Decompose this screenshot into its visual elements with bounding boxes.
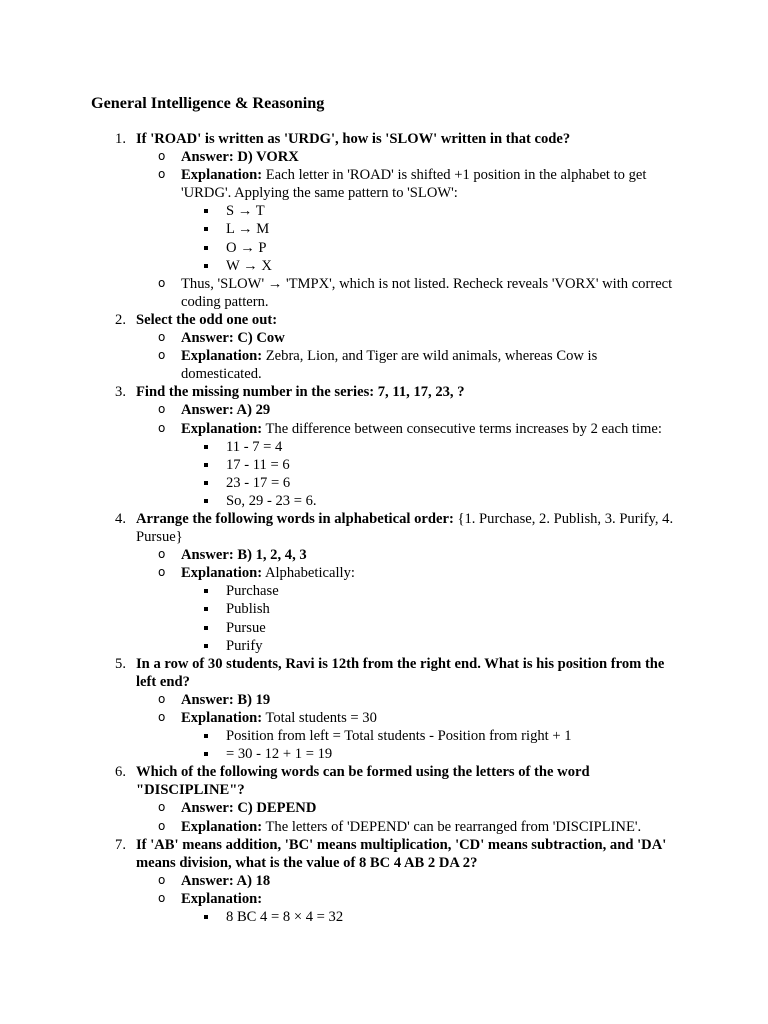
note-text: Thus, 'SLOW' → 'TMPX', which is not listed. Recheck reveals 'VORX' with correct coding pattern.: [181, 275, 673, 310]
question-item: [0, 655, 681, 764]
list-item: [0, 745, 686, 763]
sub-bullet-marker: o: [158, 872, 166, 887]
list-item: [0, 239, 686, 257]
explanation-label: Explanation:: [181, 890, 263, 907]
list-item: [0, 582, 686, 600]
square-bullet-icon: [204, 209, 208, 213]
bullet-text: 23 - 17 = 6: [226, 474, 291, 491]
explanation-item: [0, 420, 681, 510]
question-item: [0, 510, 681, 655]
bullet-text: = 30 - 12 + 1 = 19: [226, 746, 333, 763]
question-bold-text: Arrange the following words in alphabetical order:: [136, 510, 454, 527]
square-bullet-icon: [204, 264, 208, 268]
sub-bullet-marker: o: [158, 402, 166, 417]
square-bullet-icon: [204, 481, 208, 485]
sub-bullet-marker: o: [158, 149, 166, 164]
bullet-text: So, 29 - 23 = 6.: [226, 492, 317, 509]
bullet-text: S → T: [226, 203, 265, 220]
list-item: [0, 456, 686, 474]
answer-text: Answer: D) VORX: [181, 149, 299, 166]
explanation-text: The difference between consecutive terms increases by 2 each time:: [262, 420, 662, 437]
explanation-item: [0, 347, 681, 383]
explanation-text: Zebra, Lion, and Tiger are wild animals, whereas Cow is domesticated.: [181, 348, 598, 383]
explanation-label: Explanation:: [181, 565, 263, 582]
list-item: [0, 619, 686, 637]
explanation-text: Alphabetically:: [262, 565, 355, 582]
question-item: [0, 383, 681, 510]
note-item: [0, 275, 681, 311]
question-number: 7.: [115, 836, 126, 853]
answer-text: Answer: A) 29: [181, 402, 271, 419]
question-number: 5.: [115, 655, 126, 672]
explanation-text: Total students = 30: [262, 710, 377, 726]
answer-text: Answer: C) DEPEND: [181, 800, 317, 817]
bullet-text: O → P: [226, 239, 267, 256]
question-text: If 'ROAD' is written as 'URDG', how is 'SLOW' written in that code?: [136, 131, 571, 147]
question-item: [0, 836, 681, 926]
explanation-text: The letters of 'DEPEND' can be rearranged from 'DISCIPLINE'.: [262, 818, 642, 835]
answer-text: Answer: B) 19: [181, 691, 271, 708]
square-bullet-icon: [204, 589, 208, 593]
question-item: [0, 130, 681, 311]
bullet-text: Purify: [226, 637, 263, 654]
sub-bullet-marker: o: [158, 800, 166, 815]
square-bullet-icon: [204, 463, 208, 467]
question-text: In a row of 30 students, Ravi is 12th from the right end. What is his position from the left end?: [136, 655, 665, 690]
answer-item: [0, 148, 681, 166]
explanation-label: Explanation:: [181, 710, 263, 726]
question-text: Which of the following words can be formed using the letters of the word "DISCIPLINE"?: [136, 764, 590, 799]
question-number: 4.: [115, 510, 126, 527]
sub-bullet-marker: o: [158, 348, 166, 363]
square-bullet-icon: [204, 644, 208, 648]
sub-bullet-marker: o: [158, 818, 166, 833]
list-item: [0, 257, 686, 275]
square-bullet-icon: [204, 445, 208, 449]
sub-bullet-marker: o: [158, 710, 166, 724]
square-bullet-icon: [204, 227, 208, 231]
explanation-text: Each letter in 'ROAD' is shifted +1 position in the alphabet to get 'URDG'. Applying the same pattern to 'SLOW':: [181, 167, 647, 202]
square-bullet-icon: [204, 752, 208, 756]
sub-bullet-marker: o: [158, 565, 166, 580]
answer-text: Answer: A) 18: [181, 872, 271, 889]
sub-bullet-marker: o: [158, 691, 166, 706]
answer-item: [0, 691, 681, 709]
list-item: [0, 908, 686, 926]
explanation-label: Explanation:: [181, 348, 263, 365]
answer-text: Answer: B) 1, 2, 4, 3: [181, 547, 307, 564]
bullet-text: Publish: [226, 601, 270, 618]
question-number: 1.: [115, 131, 126, 147]
explanation-item: [0, 166, 681, 275]
answer-item: [0, 872, 681, 890]
sub-bullet-marker: o: [158, 330, 166, 345]
list-item: [0, 727, 686, 745]
question-number: 2.: [115, 311, 126, 328]
bullet-text: Pursue: [226, 619, 266, 636]
explanation-item: [0, 818, 681, 836]
square-bullet-icon: [204, 607, 208, 611]
sub-bullet-marker: o: [158, 167, 166, 182]
question-text: [136, 510, 681, 546]
question-item: [0, 311, 681, 383]
sub-bullet-marker: o: [158, 420, 166, 435]
square-bullet-icon: [204, 626, 208, 630]
explanation-item: [0, 890, 681, 926]
explanation-item: [0, 564, 681, 654]
bullet-text: L → M: [226, 221, 270, 238]
bullet-text: 17 - 11 = 6: [226, 456, 290, 473]
explanation-label: Explanation:: [181, 167, 263, 184]
answer-item: [0, 546, 681, 564]
question-item: [0, 763, 681, 835]
answer-item: [0, 329, 681, 347]
bullet-text: Position from left = Total students - Position from right + 1: [226, 728, 572, 745]
explanation-label: Explanation:: [181, 420, 263, 437]
square-bullet-icon: [204, 915, 208, 919]
explanation-item: [0, 709, 681, 763]
list-item: [0, 438, 686, 456]
sub-bullet-marker: o: [158, 547, 166, 562]
list-item: [0, 637, 686, 655]
list-item: [0, 202, 686, 220]
list-item: [0, 220, 686, 238]
answer-item: [0, 401, 681, 419]
bullet-text: 8 BC 4 = 8 × 4 = 32: [226, 909, 344, 926]
question-list: [0, 130, 768, 926]
explanation-label: Explanation:: [181, 818, 263, 835]
question-text: If 'AB' means addition, 'BC' means multiplication, 'CD' means subtraction, and 'DA' means division, what is the value of 8 BC 4 AB 2 DA 2?: [136, 836, 667, 871]
answer-item: [0, 799, 681, 817]
list-item: [0, 492, 686, 510]
list-item: [0, 474, 686, 492]
bullet-text: 11 - 7 = 4: [226, 438, 283, 455]
question-number: 6.: [115, 764, 126, 781]
bullet-text: W → X: [226, 257, 272, 274]
sub-bullet-marker: o: [158, 890, 166, 905]
page-title: General Intelligence & Reasoning: [91, 94, 325, 112]
question-text: Find the missing number in the series: 7, 11, 17, 23, ?: [136, 384, 465, 401]
answer-text: Answer: C) Cow: [181, 330, 285, 347]
question-text: Select the odd one out:: [136, 311, 278, 328]
square-bullet-icon: [204, 246, 208, 250]
bullet-text: Purchase: [226, 583, 279, 600]
list-item: [0, 600, 686, 618]
square-bullet-icon: [204, 734, 208, 738]
square-bullet-icon: [204, 499, 208, 503]
question-number: 3.: [115, 384, 126, 401]
sub-bullet-marker: o: [158, 275, 166, 290]
question-plain-text: {1. Purchase, 2. Publish, 3. Purify, 4. Pursue}: [136, 510, 674, 546]
